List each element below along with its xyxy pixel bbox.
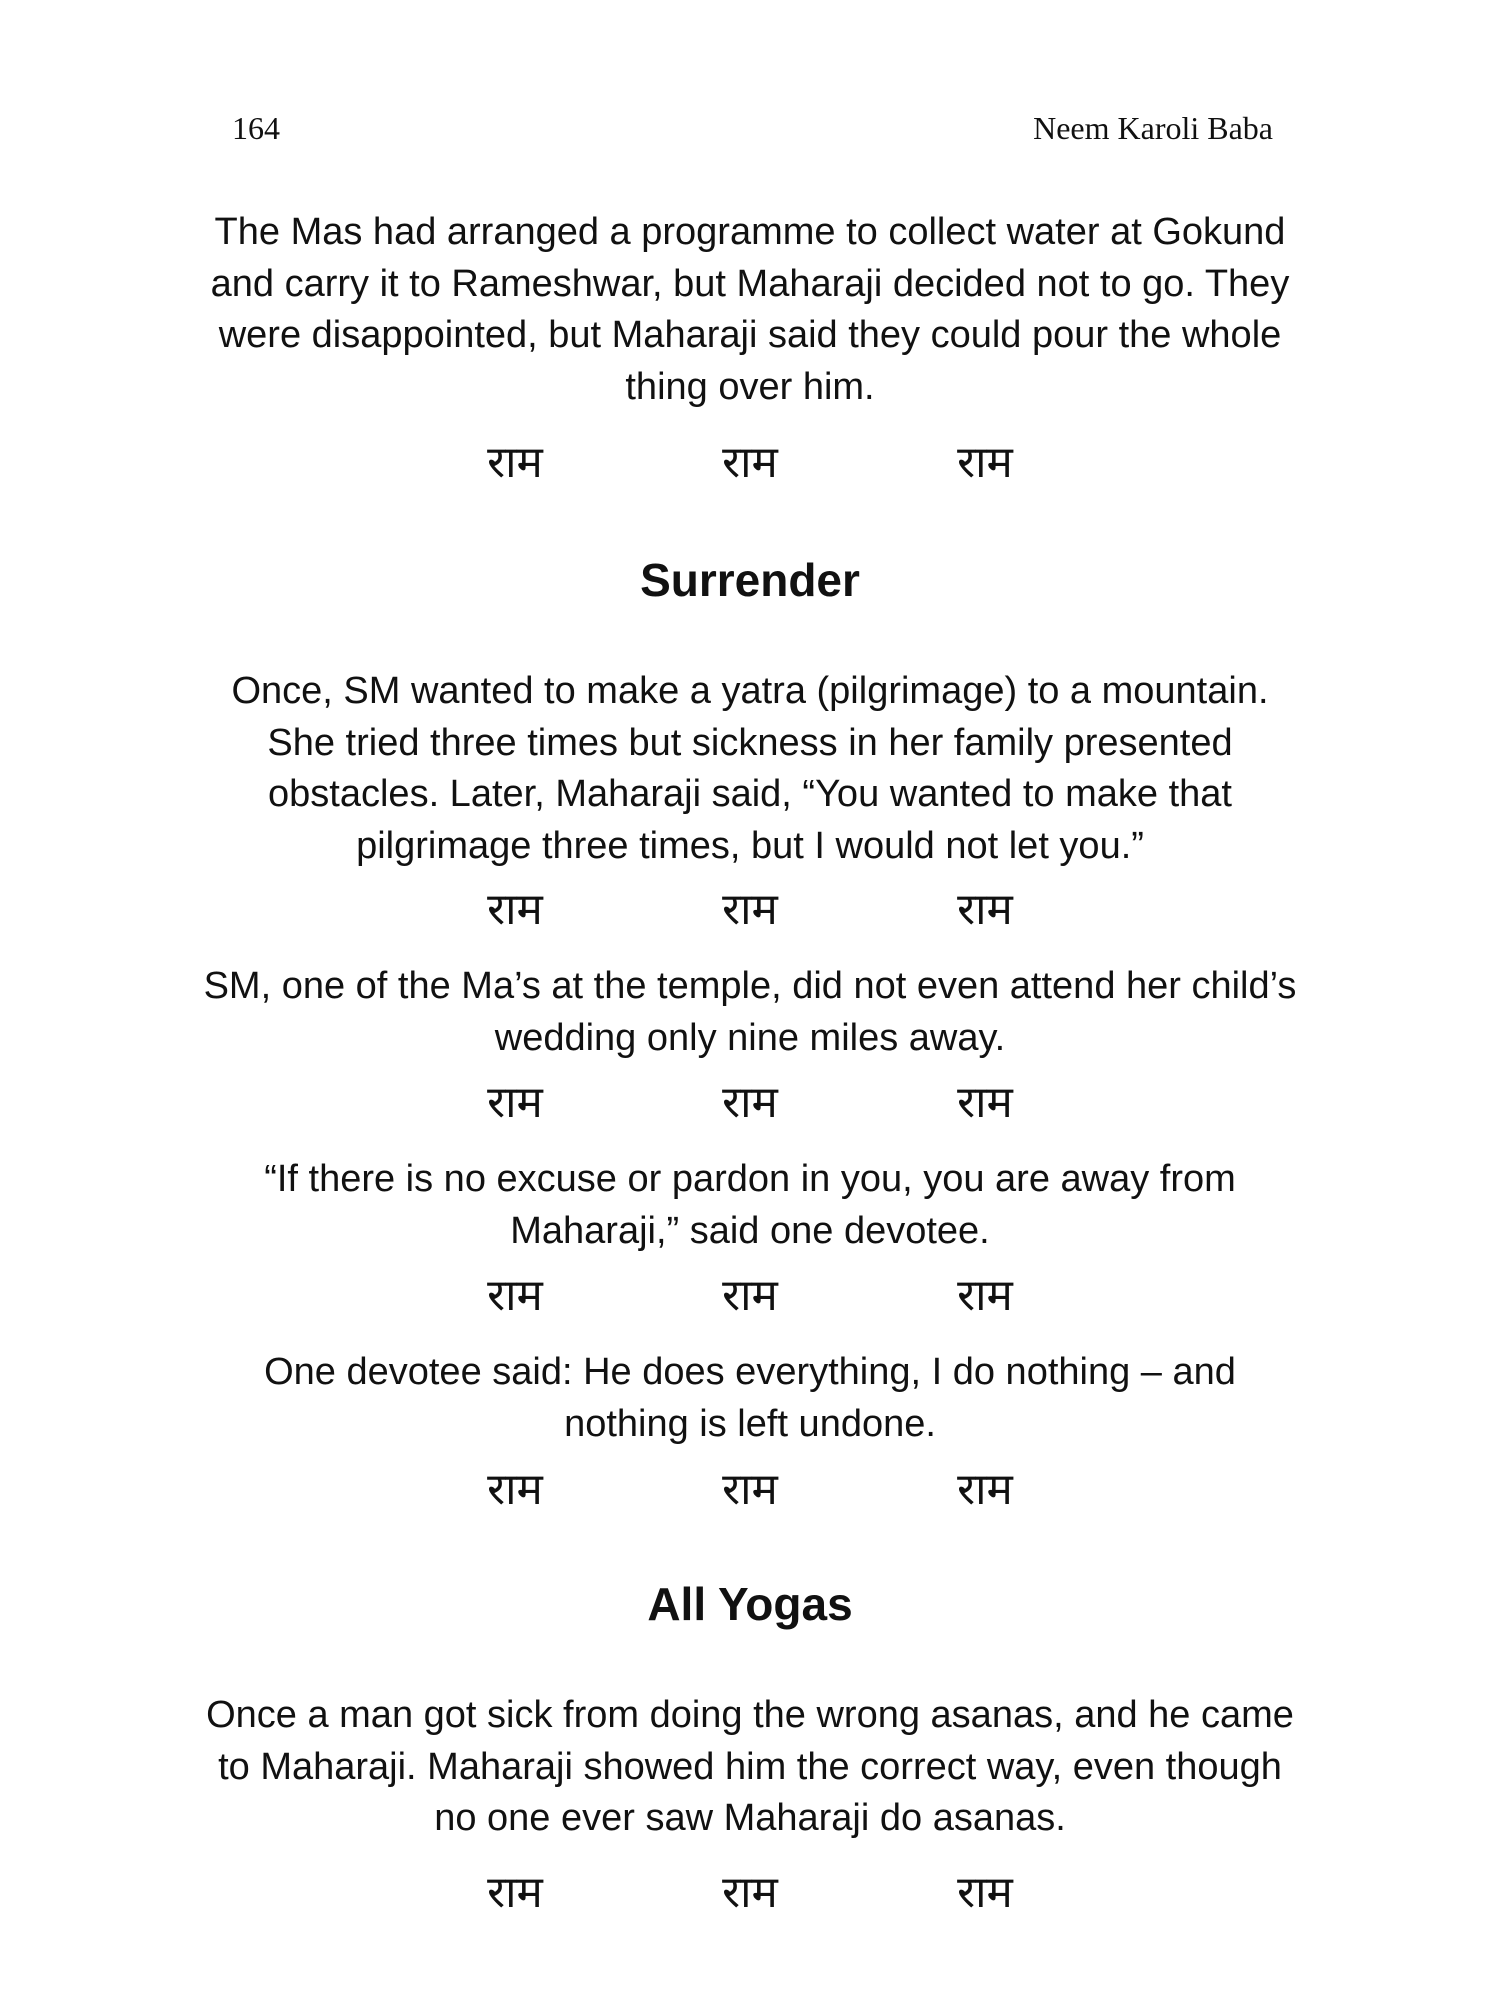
paragraph-he-does-everything: One devotee said: He does everything, I do nothing – and nothing is left undone.	[264, 1351, 1236, 1445]
paragraph-sm-yatra: Once, SM wanted to make a yatra (pilgrimage) to a mountain. She tried three times but sickness in her family presented obstacles. Later, Maharaji said, “You wanted to make that pilgrimage three times, but I would not let you.”	[231, 670, 1269, 867]
ram-glyph: राम	[487, 437, 543, 488]
section-heading-all-yogas: All Yogas	[647, 1578, 853, 1630]
ram-glyph: राम	[722, 1270, 778, 1321]
ram-glyph: राम	[487, 1464, 543, 1515]
ram-glyph: राम	[722, 1077, 778, 1128]
ram-glyph: राम	[722, 1867, 778, 1918]
ram-glyph: राम	[957, 1464, 1013, 1515]
ram-glyph: राम	[487, 884, 543, 935]
ram-glyph: राम	[957, 1077, 1013, 1128]
ram-separator	[450, 1868, 1050, 1918]
ram-glyph: राम	[487, 1077, 543, 1128]
ram-separator	[450, 885, 1050, 935]
page-number: 164	[232, 110, 280, 146]
ram-glyph: राम	[487, 1867, 543, 1918]
ram-glyph: राम	[957, 437, 1013, 488]
ram-separator	[450, 1078, 1050, 1128]
ram-separator	[450, 1465, 1050, 1515]
paragraph-mas-programme: The Mas had arranged a programme to collect water at Gokund and carry it to Rameshwar, but Maharaji decided not to go. They were disappointed, but Maharaji said they could pour the whole thing over him.	[210, 211, 1290, 408]
section-heading-surrender: Surrender	[640, 554, 860, 606]
ram-glyph: राम	[722, 1464, 778, 1515]
ram-separator	[450, 1271, 1050, 1321]
ram-glyph: राम	[487, 1270, 543, 1321]
ram-separator	[450, 438, 1050, 488]
paragraph-excuse-pardon: “If there is no excuse or pardon in you, you are away from Maharaji,” said one devotee.	[264, 1158, 1236, 1252]
ram-glyph: राम	[957, 1270, 1013, 1321]
ram-glyph: राम	[957, 884, 1013, 935]
ram-glyph: राम	[722, 437, 778, 488]
ram-glyph: राम	[957, 1867, 1013, 1918]
ram-glyph: राम	[722, 884, 778, 935]
paragraph-sm-wedding: SM, one of the Ma’s at the temple, did not even attend her child’s wedding only nine miles away.	[203, 965, 1297, 1059]
paragraph-asanas: Once a man got sick from doing the wrong asanas, and he came to Maharaji. Maharaji showed him the correct way, even though no one ever saw Maharaji do asanas.	[206, 1694, 1294, 1839]
running-head: Neem Karoli Baba	[1033, 110, 1273, 146]
